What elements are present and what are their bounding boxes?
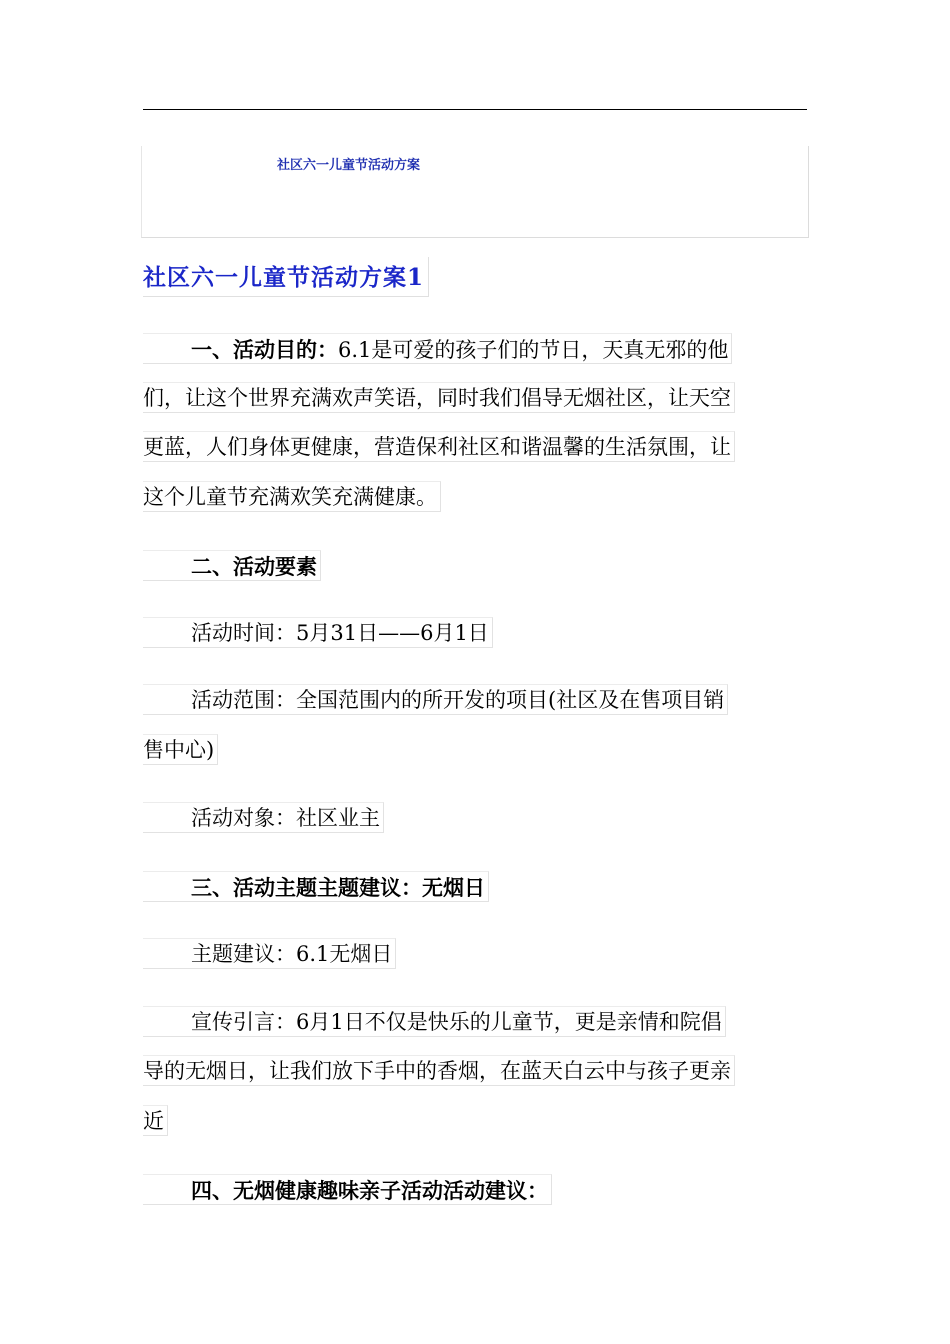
section2-heading: 二、活动要素 [143,550,321,581]
section1-line-1 [143,333,732,364]
slogan-line-3: 近 [143,1105,168,1136]
slogan-line-2: 导的无烟日，让我们放下手中的香烟，在蓝天白云中与孩子更亲 [143,1055,735,1086]
section1-line-3: 更蓝，人们身体更健康，营造保利社区和谐温馨的生活氛围，让 [143,431,735,462]
slogan-line-1: 宣传引言：6月1日不仅是快乐的儿童节，更是亲情和院倡 [143,1006,726,1037]
activity-scope-line-2: 售中心) [143,734,218,765]
activity-target: 活动对象：社区业主 [143,802,384,833]
page-header [141,146,809,238]
section1-text-1: 6.1是可爱的孩子们的节日，天真无邪的他 [338,338,729,362]
section4-heading: 四、无烟健康趣味亲子活动活动建议： [143,1174,552,1205]
section3-heading: 三、活动主题主题建议：无烟日 [143,871,489,902]
section1-line-2: 们，让这个世界充满欢声笑语，同时我们倡导无烟社区，让天空 [143,382,735,413]
activity-time: 活动时间：5月31日——6月1日 [143,617,493,648]
section1-line-4: 这个儿童节充满欢笑充满健康。 [143,481,441,512]
header-rule [143,109,807,110]
header-title: 社区六一儿童节活动方案 [277,158,421,173]
section1-heading: 一、活动目的： [191,337,338,362]
theme-suggestion: 主题建议：6.1无烟日 [143,938,396,969]
document-title: 社区六一儿童节活动方案1 [143,257,429,297]
activity-scope-line-1: 活动范围：全国范围内的所开发的项目(社区及在售项目销 [143,684,728,715]
